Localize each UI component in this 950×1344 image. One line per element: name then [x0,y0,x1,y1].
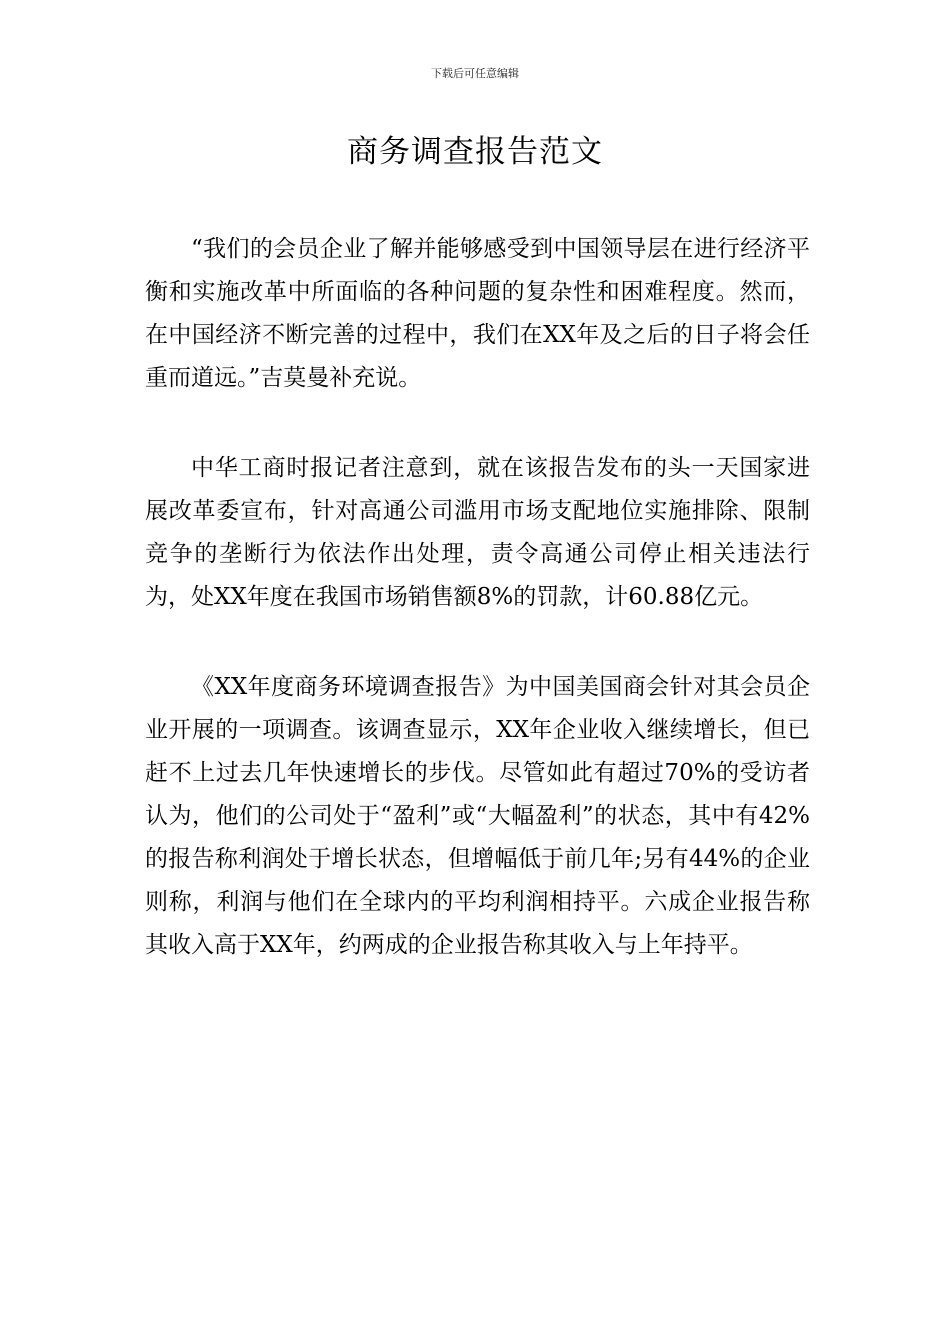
header-note: 下载后可任意编辑 [431,67,519,80]
document-body [145,228,810,1014]
paragraph-2: 中华工商时报记者注意到，就在该报告发布的头一天国家进展改革委宣布，针对高通公司滥用市场支配地位实施排除、限制竞争的垄断行为依法作出处理，责令高通公司停止相关违法行为，处XX年度在我国市场销售额8%的罚款，计60.88亿元。 [145,455,810,610]
document-title: 商务调查报告范文 [347,134,603,170]
paragraph-1: “我们的会员企业了解并能够感受到中国领导层在进行经济平衡和实施改革中所面临的各种问题的复杂性和困难程度。然而，在中国经济不断完善的过程中，我们在XX年及之后的日子将会任重而道远。”吉莫曼补充说。 [145,236,810,391]
paragraph-3: 《XX年度商务环境调查报告》为中国美国商会针对其会员企业开展的一项调查。该调查显示，XX年企业收入继续增长，但已赶不上过去几年快速增长的步伐。尽管如此有超过70%的受访者认为，他们的公司处于“盈利”或“大幅盈利”的状态，其中有42%的报告称利润处于增长状态，但增幅低于前几年;另有44%的企业则称，利润与他们在全球内的平均利润相持平。六成企业报告称其收入高于XX年，约两成的企业报告称其收入与上年持平。 [145,674,810,958]
